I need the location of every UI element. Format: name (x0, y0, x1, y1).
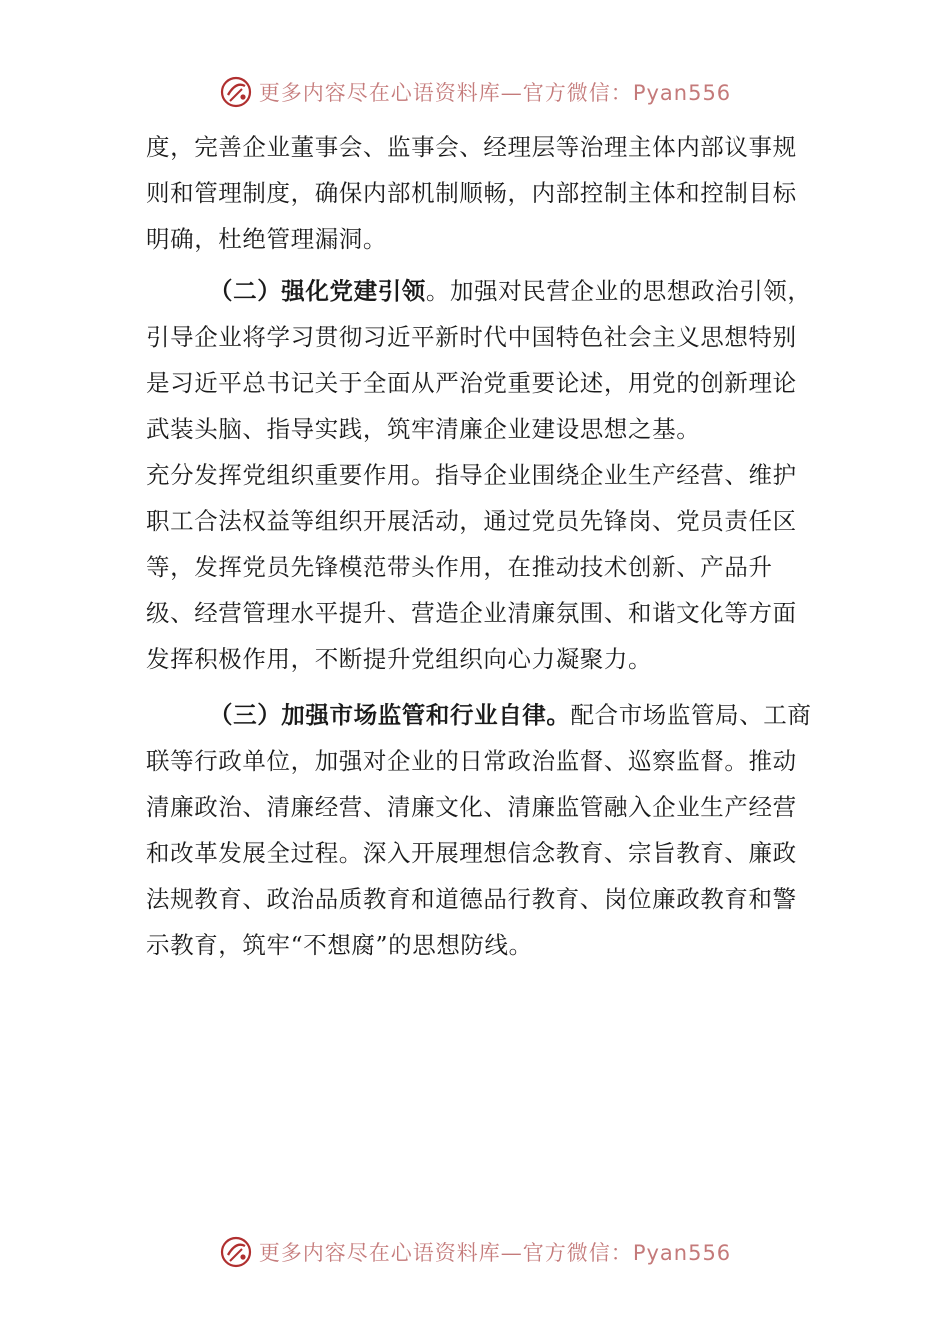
footer-banner (0, 1232, 950, 1272)
brand-logo-icon (219, 75, 253, 109)
paragraph-4 (146, 692, 814, 968)
banner-text (259, 1237, 731, 1267)
paragraph-4-text: 配合市场监管局、工商联等行政单位，加强对企业的日常政治监督、巡察监督。推动清廉政治、清廉经营、清廉文化、清廉监管融入企业生产经营和改革发展全过程。深入开展理想信念教育、宗旨教育、廉政法规教育、政治品质教育和道德品行教育、岗位廉政教育和警示教育，筑牢“不想腐”的思想防线。 (146, 701, 812, 959)
brand-logo-icon (219, 1235, 253, 1269)
banner-wechat-id: Pyan556 (632, 1241, 732, 1265)
paragraph-1-text: 度，完善企业董事会、监事会、经理层等治理主体内部议事规则和管理制度，确保内部机制顺畅，内部控制主体和控制目标明确，杜绝管理漏洞。 (146, 133, 797, 253)
paragraph-1 (146, 124, 814, 262)
paragraph-2 (146, 268, 814, 452)
paragraph-2-text: 。加强对民营企业的思想政治引领，引导企业将学习贯彻习近平新时代中国特色社会主义思想特别是习近平总书记关于全面从严治党重要论述，用党的创新理论武装头脑、指导实践，筑牢清廉企业建设思想之基。 (146, 277, 812, 443)
header-banner (0, 72, 950, 112)
banner-wechat-id: Pyan556 (632, 81, 732, 105)
section-heading-2: （二）强化党建引领 (209, 277, 426, 305)
document-body (146, 124, 814, 968)
banner-slogan: 更多内容尽在心语资料库—官方微信： (258, 1241, 633, 1265)
banner-text (259, 77, 731, 107)
paragraph-3 (146, 452, 814, 682)
section-heading-3: （三）加强市场监管和行业自律。 (209, 701, 571, 729)
paragraph-3-text: 充分发挥党组织重要作用。指导企业围绕企业生产经营、维护职工合法权益等组织开展活动，通过党员先锋岗、党员责任区等，发挥党员先锋模范带头作用，在推动技术创新、产品升级、经营管理水平提升、营造企业清廉氛围、和谐文化等方面发挥积极作用，不断提升党组织向心力凝聚力。 (146, 461, 797, 673)
banner-slogan: 更多内容尽在心语资料库—官方微信： (258, 81, 633, 105)
